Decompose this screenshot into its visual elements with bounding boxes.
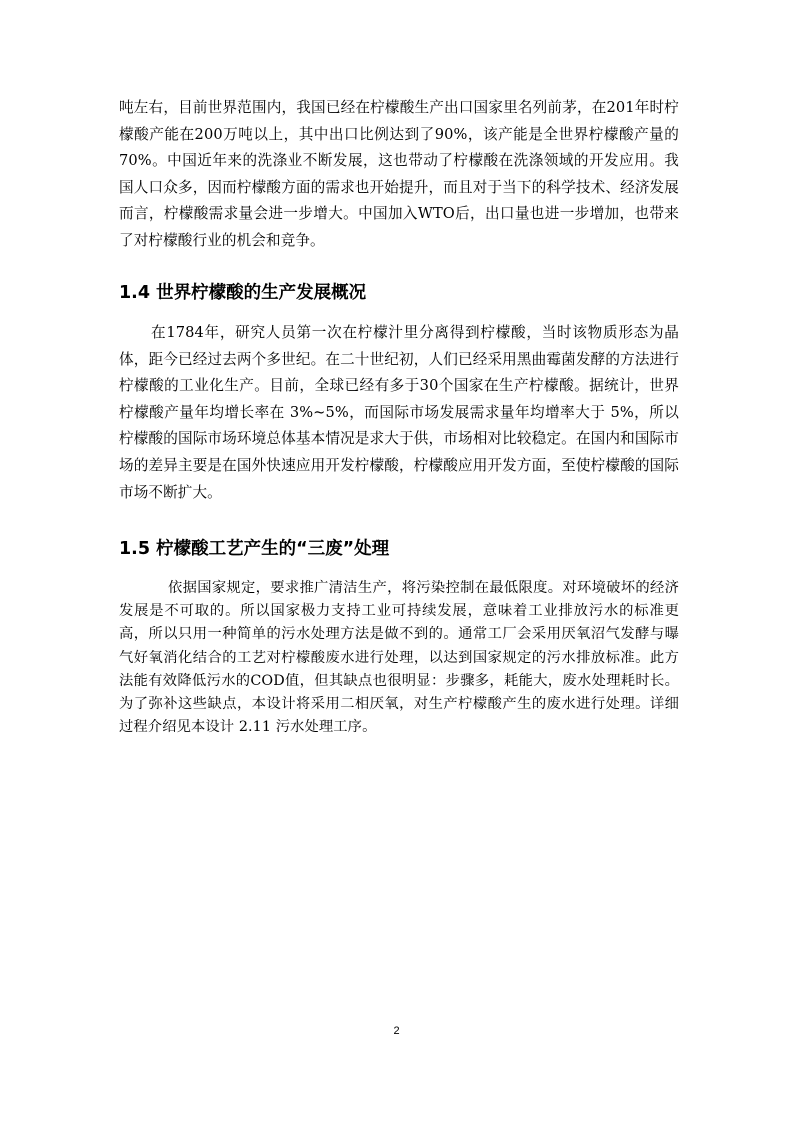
paragraph-world-production: 在1784年，研究人员第一次在柠檬汁里分离得到柠檬酸，当时该物质形态为晶体，距今已经过去两个多世纪。在二十世纪初，人们已经采用黑曲霉菌发酵的方法进行柠檬酸的工业化生产。目前，全球已经有多于30个国家在生产柠檬酸。据统计，世界柠檬酸产量年均增长率在 3%~5%，而国际市场发展需求量年均增率大于 5%，所以柠檬酸的国际市场环境总体基本情况是求大于供，市场相对比较稳定。在国内和国际市场的差异主要是在国外快速应用开发柠檬酸，柠檬酸应用开发方面，至使柠檬酸的国际市场不断扩大。 [119, 324, 679, 501]
page-number: 2 [393, 1025, 400, 1037]
paragraph-waste-treatment: 依据国家规定，要求推广清洁生产，将污染控制在最低限度。对环境破坏的经济发展是不可取的。所以国家极力支持工业可持续发展，意味着工业排放污水的标准更高，所以只用一种简单的污水处理方法是做不到的。通常工厂会采用厌氧沼气发酵与曝气好氧消化结合的工艺对柠檬酸废水进行处理，以达到国家规定的污水排放标准。此方法能有效降低污水的COD值，但其缺点也很明显：步骤多，耗能大，废水处理耗时长。为了弥补这些缺点，本设计将采用二相厌氧，对生产柠檬酸产生的废水进行处理。详细过程介绍见本设计 2.11 污水处理工序。 [119, 580, 679, 736]
section-heading-1-4: 1.4 世界柠檬酸的生产发展概况 [119, 283, 367, 303]
section-heading-1-5: 1.5 柠檬酸工艺产生的“三废”处理 [119, 539, 390, 559]
paragraph-citric-acid-market: 吨左右，目前世界范围内，我国已经在柠檬酸生产出口国家里名列前茅，在201年时柠檬酸产能在200万吨以上，其中出口比例达到了90%，该产能是全世界柠檬酸产量的70%。中国近年来的洗涤业不断发展，这也带动了柠檬酸在洗涤领域的开发应用。我国人口众多，因而柠檬酸方面的需求也开始提升，而且对于当下的科学技术、经济发展而言，柠檬酸需求量会进一步增大。中国加入WTO后，出口量也进一步增加，也带来了对柠檬酸行业的机会和竞争。 [119, 99, 679, 249]
